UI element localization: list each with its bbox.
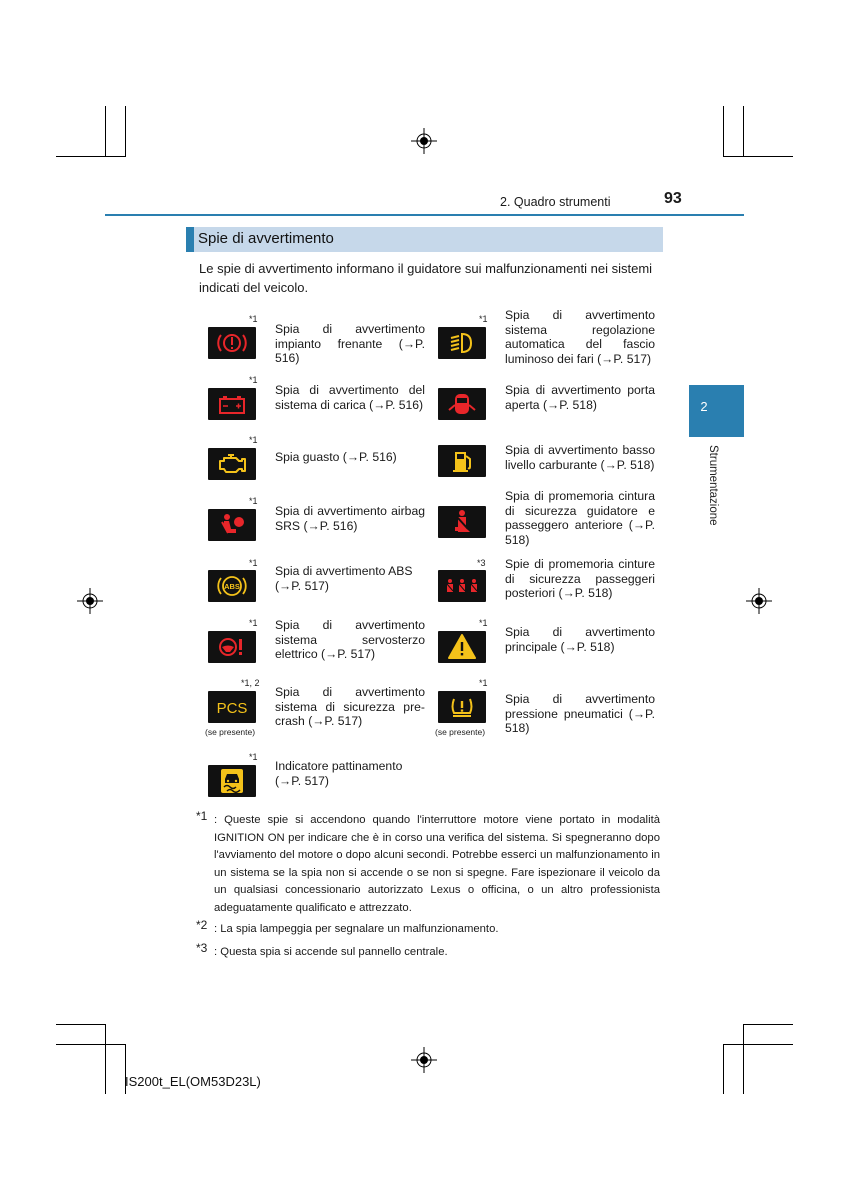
lamp-description: Spia di avvertimento ABS (→P. 517) — [275, 564, 413, 593]
note-mark: *1, 2 — [241, 678, 260, 688]
note-mark: *1 — [479, 618, 488, 628]
fuel-pump-icon — [438, 445, 486, 477]
check-engine-icon — [208, 448, 256, 480]
crop-mark — [105, 106, 106, 156]
note-mark: *1 — [249, 496, 258, 506]
airbag-icon — [208, 509, 256, 541]
door-open-icon — [438, 388, 486, 420]
footnote-mark: *3 — [196, 941, 208, 955]
header-rule — [105, 214, 744, 216]
crop-mark — [125, 106, 126, 156]
crop-mark — [723, 106, 724, 156]
registration-mark-icon — [411, 1047, 437, 1073]
note-mark: *1 — [249, 558, 258, 568]
pcs-label: PCS — [216, 700, 248, 717]
note-mark: *1 — [249, 752, 258, 762]
lamp-description: Indicatore pattinamento (→P. 517) — [275, 759, 403, 788]
lamp-description: Spia di avvertimento porta aperta (→P. 518) — [505, 383, 655, 412]
lamp-description: Spia di avvertimento sistema regolazione automatica del fascio luminoso dei fari (→P. 517) — [505, 308, 655, 366]
page-number: 93 — [664, 190, 682, 207]
crop-mark — [105, 1024, 106, 1094]
seatbelt-icon — [438, 506, 486, 538]
lamp-description: Spia di avvertimento basso livello carburante (→P. 518) — [505, 443, 655, 472]
lamp-description: Spia guasto (→P. 516) — [275, 450, 397, 464]
footnote-mark: *1 — [196, 809, 208, 823]
crop-mark — [723, 1044, 793, 1045]
presence-note: (se presente) — [435, 727, 486, 737]
lamp-description: Spia di promemoria cintura di sicurezza guidatore e passeggero anteriore (→P. 518) — [505, 489, 655, 547]
tire-pressure-icon — [438, 691, 486, 723]
footnote-text: : Queste spie si accendono quando l'interruttore motore viene portato in modalità IGNITION ON per indicare che è in corso una verifica del sistema. Si spegneranno dopo l'avviamento del motore o dopo alcuni secondi. Potrebbe esserci un malfunzionamento in un sistema se la spia non si accende o se non si spegne. Fare ispezionare il veicolo da un qualsiasi concessionario autorizzato Lexus o officina, o un altro professionista adeguatamente qualificato e attrezzato. — [214, 814, 660, 914]
footnote-2 — [196, 918, 660, 939]
document-code: IS200t_EL(OM53D23L) — [125, 1074, 261, 1089]
lamp-description: Spie di promemoria cinture di sicurezza passeggeri posteriori (→P. 518) — [505, 557, 655, 600]
registration-mark-icon — [411, 128, 437, 154]
footnote-1 — [196, 809, 660, 917]
presence-note: (se presente) — [205, 727, 256, 737]
headlight-leveling-icon — [438, 327, 486, 359]
pcs-icon — [208, 691, 256, 723]
note-mark: *3 — [477, 558, 486, 568]
crop-mark — [723, 156, 793, 157]
master-warning-icon — [438, 631, 486, 663]
battery-icon — [208, 388, 256, 420]
rear-seatbelt-icon — [438, 570, 486, 602]
section-title-bar — [186, 227, 663, 252]
registration-mark-icon — [746, 588, 772, 614]
power-steering-icon — [208, 631, 256, 663]
note-mark: *1 — [249, 435, 258, 445]
crop-mark — [56, 1024, 106, 1025]
note-mark: *1 — [249, 314, 258, 324]
footnote-mark: *2 — [196, 918, 208, 932]
title-marker — [186, 227, 194, 252]
crop-mark — [743, 1024, 793, 1025]
running-header: 2. Quadro strumenti — [500, 195, 611, 209]
abs-label: ABS — [224, 582, 240, 591]
lamp-description: Spia di avvertimento airbag SRS (→P. 516) — [275, 504, 425, 533]
crop-mark — [743, 1024, 744, 1094]
note-mark: *1 — [249, 618, 258, 628]
chapter-label: Strumentazione — [707, 445, 719, 526]
crop-mark — [56, 156, 126, 157]
crop-mark — [723, 1044, 724, 1094]
brake-warning-icon — [208, 327, 256, 359]
note-mark: *1 — [479, 314, 488, 324]
intro-paragraph: Le spie di avvertimento informano il guidatore sui malfunzionamenti nei sistemi indicati del veicolo. — [199, 261, 653, 295]
crop-mark — [743, 106, 744, 156]
slip-indicator-icon — [208, 765, 256, 797]
note-mark: *1 — [249, 375, 258, 385]
crop-mark — [56, 1044, 126, 1045]
footnote-text: : Questa spia si accende sul pannello centrale. — [214, 946, 448, 958]
lamp-description: Spia di avvertimento sistema servosterzo elettrico (→P. 517) — [275, 618, 425, 661]
registration-mark-icon — [77, 588, 103, 614]
footnote-3 — [196, 941, 660, 962]
abs-icon — [208, 570, 256, 602]
lamp-description: Spia di avvertimento del sistema di carica (→P. 516) — [275, 383, 425, 412]
chapter-number: 2 — [700, 399, 708, 414]
lamp-description: Spia di avvertimento pressione pneumatici (→P. 518) — [505, 692, 655, 735]
note-mark: *1 — [479, 678, 488, 688]
chapter-tab[interactable] — [689, 385, 744, 437]
lamp-description: Spia di avvertimento impianto frenante (→P. 516) — [275, 322, 425, 365]
lamp-description: Spia di avvertimento principale (→P. 518) — [505, 625, 655, 654]
lamp-description: Spia di avvertimento sistema di sicurezza pre-crash (→P. 517) — [275, 685, 425, 728]
section-title: Spie di avvertimento — [198, 230, 334, 247]
footnote-text: : La spia lampeggia per segnalare un malfunzionamento. — [214, 923, 499, 935]
